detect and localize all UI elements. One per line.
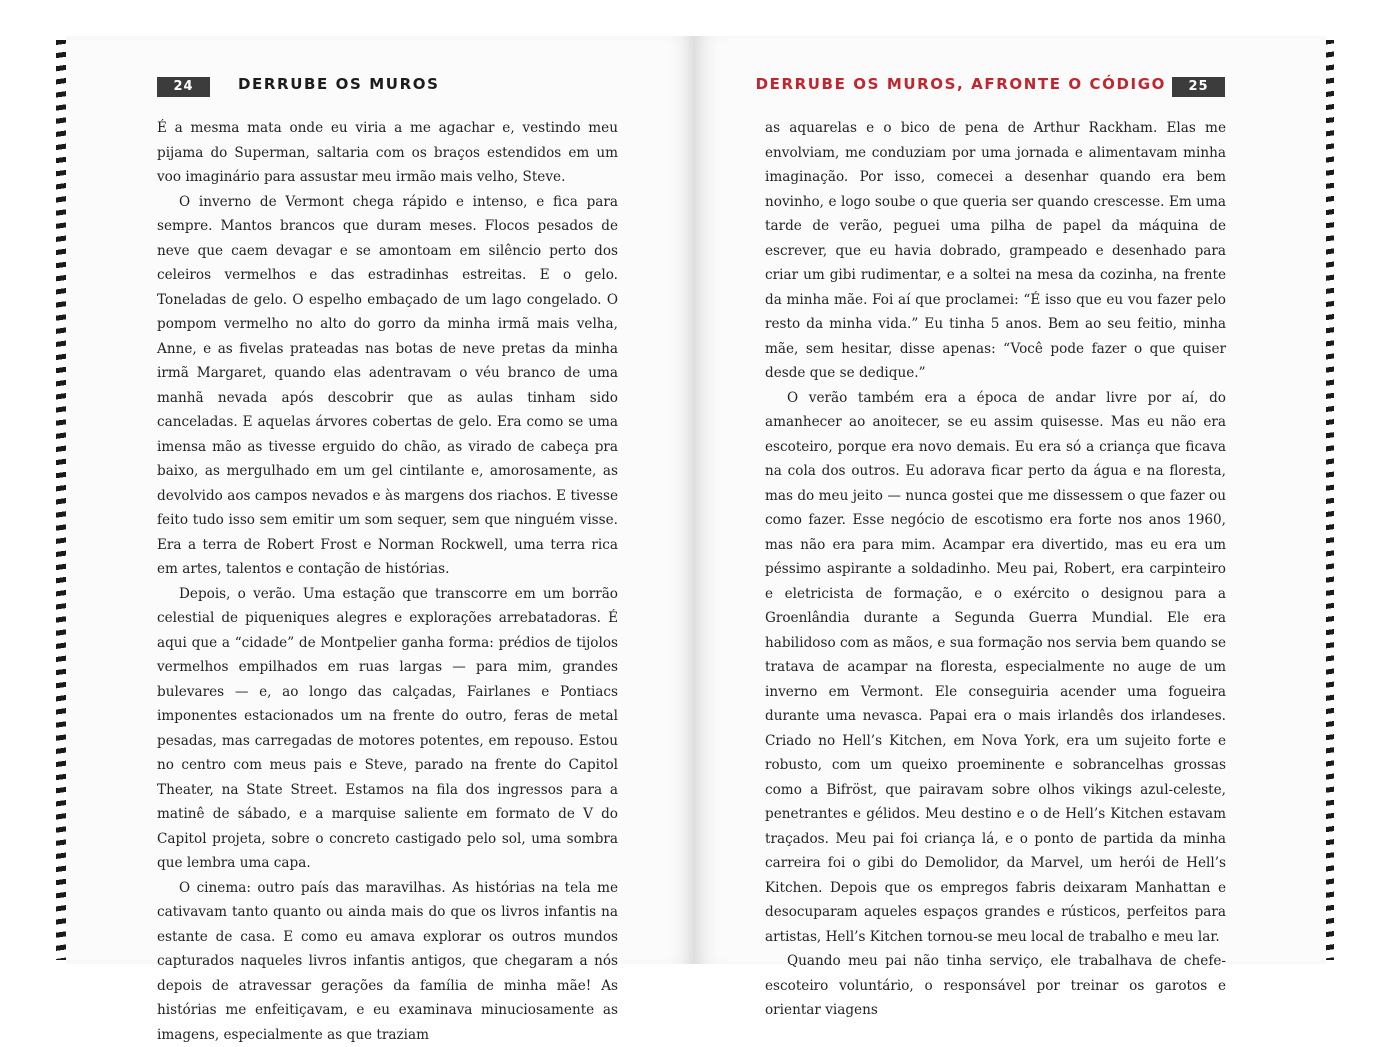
- left-page: [66, 36, 695, 964]
- left-running-head: DERRUBE OS MUROS: [238, 73, 439, 95]
- right-page-body: [765, 116, 1226, 1023]
- paragraph: as aquarelas e o bico de pena de Arthur Rackham. Elas me envolviam, me conduziam por uma jornada e alimentavam minha imaginação. Por isso, comecei a desenhar quando era bem novinho, e logo soube o que queria ser quando crescesse. Em uma tarde de verão, peguei uma pilha de papel da máquina de escrever, que eu havia dobrado, grampeado e desenhado para criar um gibi rudimentar, e a soltei na mesa da cozinha, na frente da minha mãe. Foi aí que proclamei: “É isso que eu vou fazer pelo resto da minha vida.” Eu tinha 5 anos. Bem ao seu feitio, minha mãe, sem hesitar, disse apenas: “Você pode fazer o que quiser desde que se dedique.”: [765, 116, 1226, 386]
- right-page-number: 25: [1172, 77, 1225, 97]
- paragraph: O inverno de Vermont chega rápido e intenso, e fica para sempre. Mantos brancos que duram meses. Flocos pesados de neve que caem devagar e se amontoam em silêncio perto dos celeiros vermelhos e das estradinhas estreitas. E o gelo. Toneladas de gelo. O espelho embaçado de um lago congelado. O pompom vermelho no alto do gorro da minha irmã mais velha, Anne, e as fivelas prateadas nas botas de neve pretas da minha irmã Margaret, quando elas adentravam o véu branco de uma manhã nevada após descobrir que as aulas tinham sido canceladas. E aquelas árvores cobertas de gelo. Era como se uma imensa mão as tivesse erguido do chão, as virado de cabeça pra baixo, as mergulhado em um gel cintilante e, amorosamente, as devolvido aos campos nevados e às margens dos riachos. E tivesse feito tudo isso sem emitir um som sequer, sem que ninguém visse. Era a terra de Robert Frost e Norman Rockwell, uma terra rica em artes, talentos e contação de histórias.: [157, 190, 618, 582]
- paragraph: Quando meu pai não tinha serviço, ele trabalhava de chefe-escoteiro voluntário, o responsável por treinar os garotos e orientar viagens: [765, 949, 1226, 1023]
- right-running-head: DERRUBE OS MUROS, AFRONTE O CÓDIGO: [756, 73, 1166, 95]
- paragraph: O verão também era a época de andar livre por aí, do amanhecer ao anoitecer, se eu assim quisesse. Mas eu não era escoteiro, porque era novo demais. Eu era só a criança que ficava na cola dos outros. Eu adorava ficar perto da água e na floresta, mas do meu jeito — nunca gostei que me dissessem o que fazer ou como fazer. Esse negócio de escotismo era forte nos anos 1960, mas não era para mim. Acampar era divertido, mas eu era um péssimo aspirante a soldadinho. Meu pai, Robert, era carpinteiro e eletricista de formação, e o exército o designou para a Groenlândia durante a Segunda Guerra Mundial. Ele era habilidoso com as mãos, e sua formação nos servia bem quando se tratava de acampar na floresta, especialmente no auge de um inverno em Vermont. Ele conseguiria acender uma fogueira durante uma nevasca. Papai era o mais irlandês dos irlandeses. Criado no Hell’s Kitchen, em Nova York, era um sujeito forte e robusto, com um queixo proeminente e sobrancelhas grossas como a Bifröst, que pairavam sobre olhos vikings azul-celeste, penetrantes e gélidos. Meu destino e o de Hell’s Kitchen estavam traçados. Meu pai foi criança lá, e o ponto de partida da minha carreira foi o gibi do Demolidor, da Marvel, um herói de Hell’s Kitchen. Depois que os empregos fabris deixaram Manhattan e desocuparam aqueles espaços grandes e rústicos, perfeitos para artistas, Hell’s Kitchen tornou-se meu local de trabalho e meu lar.: [765, 386, 1226, 950]
- paragraph: É a mesma mata onde eu viria a me agachar e, vestindo meu pijama do Superman, saltaria com os braços estendidos em um voo imaginário para assustar meu irmão mais velho, Steve.: [157, 116, 618, 190]
- paragraph: O cinema: outro país das maravilhas. As histórias na tela me cativavam tanto quanto ou ainda mais do que os livros infantis na estante de casa. E como eu amava explorar os outros mundos capturados naqueles livros infantis antigos, que chegaram a nós depois de atravessar gerações da família de minha mãe! As histórias me enfeitiçavam, e eu examinava minuciosamente as imagens, especialmente as que traziam: [157, 876, 618, 1047]
- paragraph: Depois, o verão. Uma estação que transcorre em um borrão celestial de piqueniques alegres e explorações arrebatadoras. É aqui que a “cidade” de Montpelier ganha forma: prédios de tijolos vermelhos empilhados em ruas largas — para mim, grandes bulevares — e, ao longo das calçadas, Fairlanes e Pontiacs imponentes estacionados um na frente do outro, feras de metal pesadas, mas carregadas de motores potentes, em repouso. Estou no centro com meus pais e Steve, parado na frente do Capitol Theater, na State Street. Estamos na fila dos ingressos para a matinê de sábado, e a marquise saliente em formato de V do Capitol projeta, sobre o concreto castigado pelo sol, uma sombra que lembra uma capa.: [157, 582, 618, 876]
- right-page: [695, 36, 1326, 964]
- left-page-number: 24: [157, 77, 210, 97]
- left-page-body: [157, 116, 618, 1047]
